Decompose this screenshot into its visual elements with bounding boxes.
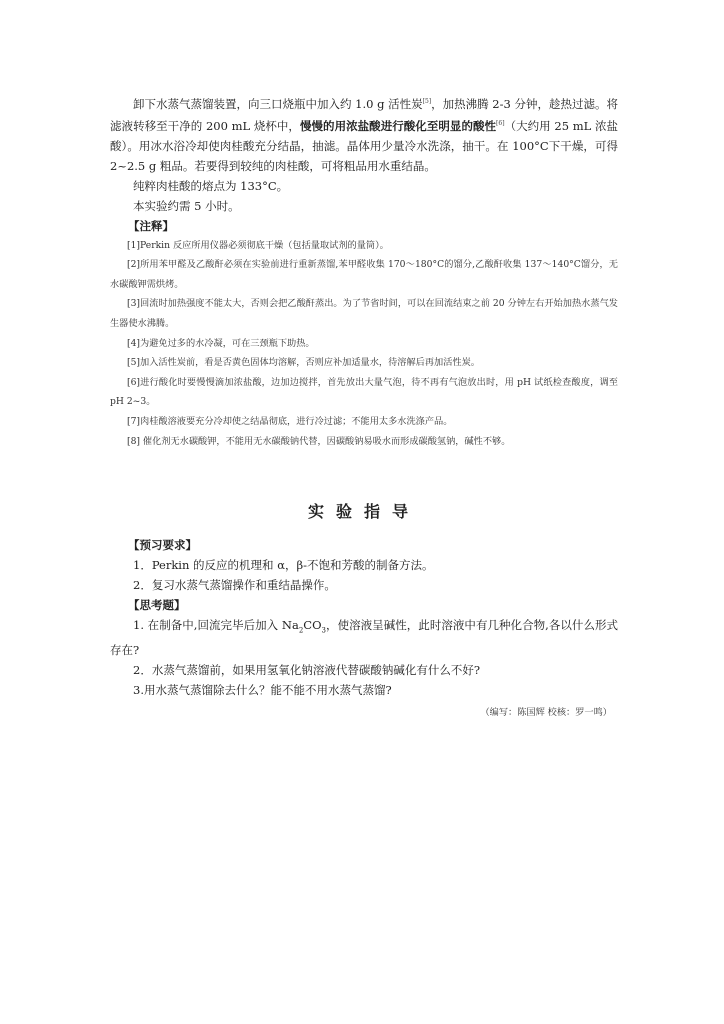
question-1-subscript-2: 3 xyxy=(321,626,326,635)
preview-item: 1．Perkin 的反应的机理和 α，β-不饱和芳酸的制备方法。 xyxy=(133,558,434,573)
question-1-subscript-1: 2 xyxy=(298,626,304,635)
question-3: 3.用水蒸气蒸馏除去什么？能不能不用水蒸气蒸馏? xyxy=(133,683,392,698)
note-item: [4]为避免过多的水冷凝，可在三颈瓶下助热。 xyxy=(127,337,315,349)
question-1 xyxy=(110,615,618,660)
preview-heading: 【预习要求】 xyxy=(128,538,197,553)
question-1-formula: CO xyxy=(303,618,322,633)
note-item: [3]回流时加热强度不能太大，否则会把乙酸酐蒸出。为了节省时间，可以在回流结束之前 20 分钟左右开始加热水蒸气发生器使水沸腾。 xyxy=(110,298,618,330)
question-1-text-b: ，使溶液呈碱性，此时溶液中有几种化合物,各以什么形式存在? xyxy=(110,618,619,658)
procedure-emphasis: 慢慢的用浓盐酸进行酸化至明显的酸性 xyxy=(299,118,497,133)
procedure-text-a: 卸下水蒸气蒸馏装置，向三口烧瓶中加入约 1.0 g 活性炭 xyxy=(133,96,423,111)
preview-item: 2．复习水蒸气蒸馏操作和重结晶操作。 xyxy=(133,578,336,593)
questions-heading: 【思考题】 xyxy=(128,598,186,613)
procedure-text-b: ，加热沸腾 2-3 分钟，趁热过滤。将滤液转移至干净的 200 mL 烧杯中， xyxy=(110,96,618,133)
melting-point-line: 纯粹肉桂酸的熔点为 133°C。 xyxy=(133,178,289,193)
note-item: [2]所用苯甲醛及乙酸酐必须在实验前进行重新蒸馏,苯甲醛收集 170～180°C的馏分,乙酸酐收集 137～140°C馏分，无水碳酸钾需烘烤。 xyxy=(110,259,618,290)
note-item: [5]加入活性炭前，看是否黄色固体均溶解，否则应补加适量水，待溶解后再加活性炭。 xyxy=(127,357,480,369)
notes-heading: 【注释】 xyxy=(128,218,174,233)
procedure-paragraph xyxy=(110,92,618,176)
note-item: [8] 催化剂无水碳酸钾，不能用无水碳酸钠代替，因碳酸钠易吸水而形成碳酸氢钠，碱性不够。 xyxy=(127,435,511,447)
question-1-text-a: 1. 在制备中,回流完毕后加入 Na xyxy=(133,618,299,633)
footnote-ref-6: [6] xyxy=(496,119,505,127)
note-item: [7]肉桂酸溶液要充分冷却使之结晶彻底，进行冷过滤；不能用太多水洗涤产品。 xyxy=(127,416,453,427)
procedure-text-c: （大约用 25 mL 浓盐酸）。用冰水浴冷却使肉桂酸充分结晶，抽滤。晶体用少量冷水洗涤，抽干。在 100°C下干燥，可得 2~2.5 g 粗品。若要得到较纯的肉桂酸，可将粗品用水重结晶。 xyxy=(110,118,618,173)
document-page xyxy=(110,92,618,718)
author-signature: （编写：陈国辉 校核：罗一鸣） xyxy=(480,707,612,719)
duration-line: 本实验约需 5 小时。 xyxy=(133,198,240,213)
note-item: [6]进行酸化时要慢慢滴加浓盐酸，边加边搅拌，首先放出大量气泡，待不再有气泡放出时，用 pH 试纸检查酸度，调至 pH 2~3。 xyxy=(110,376,618,408)
footnote-ref-5: [5] xyxy=(422,98,432,105)
note-item: [1]Perkin 反应所用仪器必须彻底干燥（包括量取试剂的量筒）。 xyxy=(127,239,389,251)
section-title: 实验指导 xyxy=(307,502,420,522)
question-2: 2．水蒸气蒸馏前，如果用氢氧化钠溶液代替碳酸钠碱化有什么不好? xyxy=(133,663,480,678)
